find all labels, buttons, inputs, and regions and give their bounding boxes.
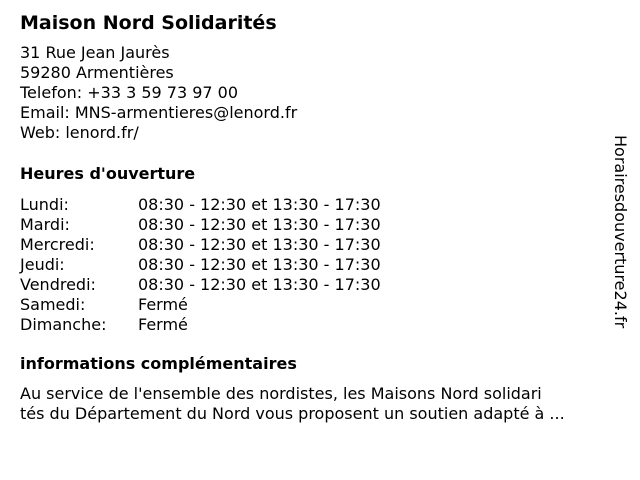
hours-time: Fermé — [138, 295, 188, 314]
hours-day: Dimanche: — [20, 315, 107, 334]
hours-heading: Heures d'ouverture — [20, 164, 196, 183]
hours-day: Vendredi: — [20, 275, 96, 294]
street-address: 31 Rue Jean Jaurès — [20, 43, 170, 62]
hours-table — [20, 195, 381, 335]
hours-row-monday — [20, 195, 381, 215]
hours-day: Lundi: — [20, 195, 69, 214]
hours-time: 08:30 - 12:30 et 13:30 - 17:30 — [138, 235, 381, 254]
hours-row-tuesday — [20, 215, 381, 235]
email-line: Email: MNS-armentieres@lenord.fr — [20, 103, 298, 122]
hours-row-wednesday — [20, 235, 381, 255]
hours-day: Samedi: — [20, 295, 86, 314]
phone-line: Telefon: +33 3 59 73 97 00 — [20, 83, 239, 102]
info-heading: informations complémentaires — [20, 354, 297, 373]
hours-time: 08:30 - 12:30 et 13:30 - 17:30 — [138, 215, 381, 234]
hours-day: Mardi: — [20, 215, 70, 234]
hours-row-thursday — [20, 255, 381, 275]
hours-time: 08:30 - 12:30 et 13:30 - 17:30 — [138, 255, 381, 274]
hours-time: 08:30 - 12:30 et 13:30 - 17:30 — [138, 275, 381, 294]
info-line-1: Au service de l'ensemble des nordistes, les Maisons Nord solidari — [20, 384, 542, 403]
hours-day: Jeudi: — [20, 255, 65, 274]
site-watermark: Horairesdouverture24.fr — [611, 135, 630, 329]
info-description — [20, 384, 565, 424]
city-address: 59280 Armentières — [20, 63, 174, 82]
page-title: Maison Nord Solidarités — [20, 12, 277, 34]
hours-row-saturday — [20, 295, 381, 315]
web-line: Web: lenord.fr/ — [20, 123, 139, 142]
hours-time: Fermé — [138, 315, 188, 334]
info-line-2: tés du Département du Nord vous proposent un soutien adapté à ... — [20, 404, 565, 423]
hours-row-sunday — [20, 315, 381, 335]
hours-time: 08:30 - 12:30 et 13:30 - 17:30 — [138, 195, 381, 214]
hours-row-friday — [20, 275, 381, 295]
contact-block — [20, 43, 297, 143]
hours-day: Mercredi: — [20, 235, 95, 254]
